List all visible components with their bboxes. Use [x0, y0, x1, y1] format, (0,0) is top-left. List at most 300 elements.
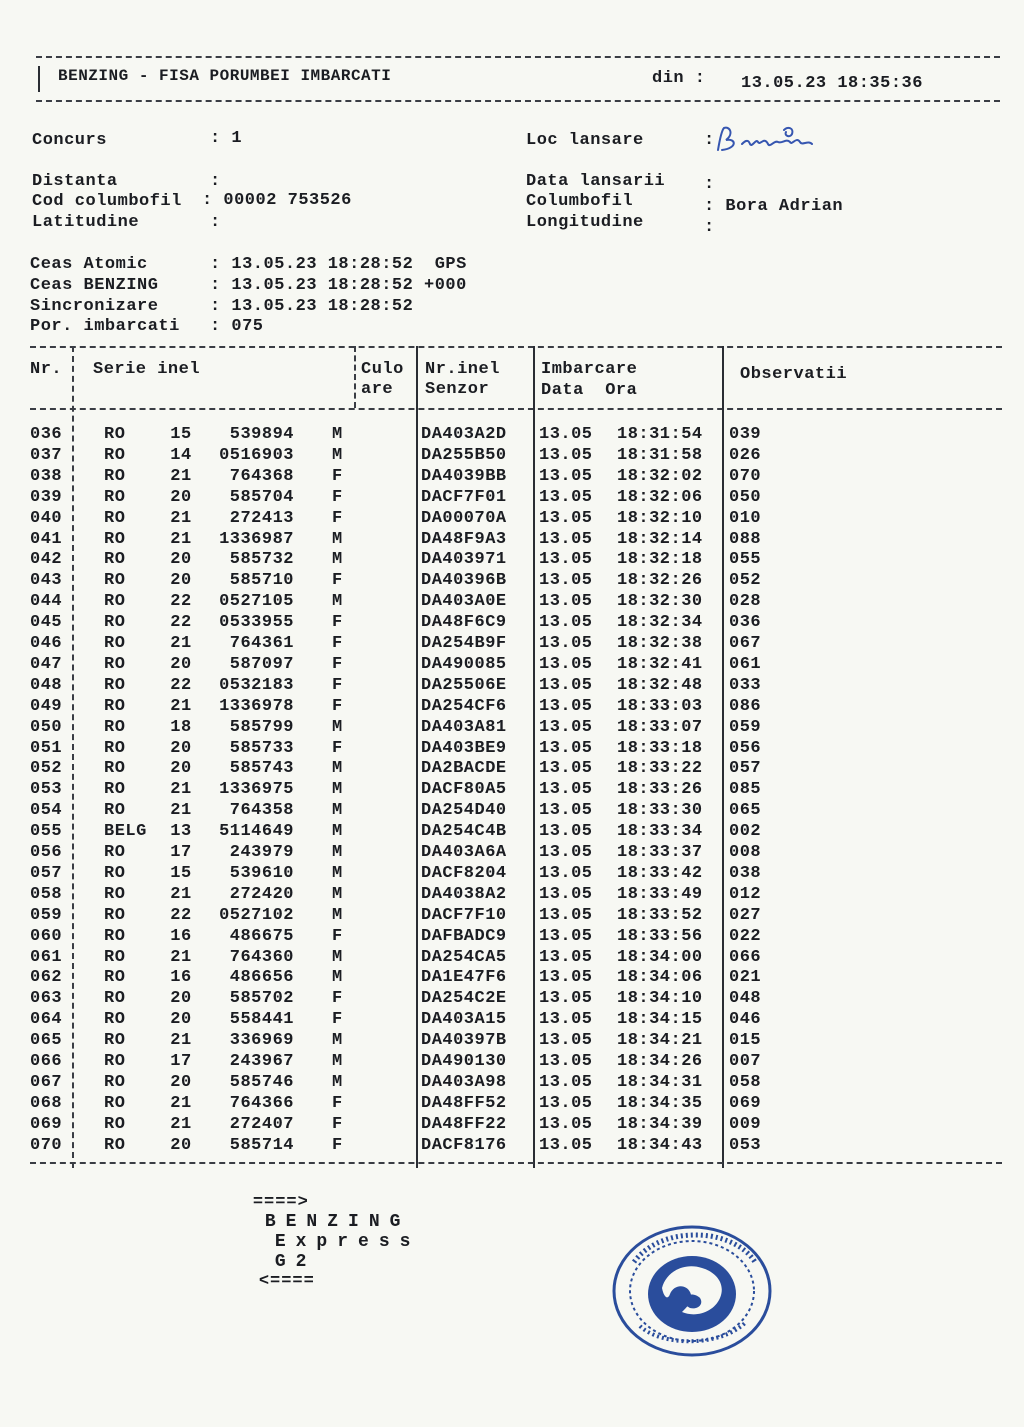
row-nr: 063 — [30, 989, 63, 1009]
row-date: 13.05 — [539, 884, 593, 904]
row-sex: F — [332, 1114, 343, 1134]
row-time: 18:32:26 — [617, 571, 703, 591]
row-time: 18:32:06 — [617, 487, 703, 507]
table-row — [0, 821, 1024, 842]
column-header-observatii: Observatii — [740, 365, 848, 384]
row-nr: 042 — [30, 550, 63, 570]
row-sex: M — [332, 968, 343, 988]
row-date: 13.05 — [539, 738, 593, 758]
row-nr: 065 — [30, 1031, 63, 1051]
row-year: 22 — [170, 905, 192, 925]
row-time: 18:33:52 — [617, 905, 703, 925]
row-sensor: DA2BACDE — [421, 759, 507, 779]
row-country: RO — [104, 529, 126, 549]
row-sensor: DA40396B — [421, 571, 507, 591]
row-date: 13.05 — [539, 780, 593, 800]
row-sensor: DACF80A5 — [421, 780, 507, 800]
row-year: 17 — [170, 843, 192, 862]
row-nr: 053 — [30, 780, 63, 800]
table-row — [0, 633, 1024, 654]
row-year: 15 — [170, 863, 192, 883]
row-observatii: 070 — [729, 466, 762, 486]
latitudine-value: : — [210, 213, 221, 232]
row-observatii: 009 — [729, 1114, 762, 1134]
row-sensor: DA254CA5 — [421, 947, 507, 967]
row-observatii: 012 — [729, 884, 762, 904]
row-country: RO — [104, 989, 126, 1009]
row-sensor: DA403A2D — [421, 425, 507, 444]
row-date: 13.05 — [539, 425, 593, 444]
row-year: 16 — [170, 926, 192, 946]
row-observatii: 065 — [729, 801, 762, 821]
row-year: 21 — [170, 801, 192, 821]
row-sensor: DA254C4B — [421, 822, 507, 842]
row-ring: 1336975 — [219, 780, 294, 800]
row-sex: F — [332, 487, 343, 507]
report-title: BENZING - FISA PORUMBEI IMBARCATI — [58, 67, 392, 85]
row-time: 18:31:58 — [617, 445, 703, 465]
row-sensor: DA255B50 — [421, 445, 507, 465]
row-date: 13.05 — [539, 529, 593, 549]
table-row — [0, 947, 1024, 968]
row-year: 22 — [170, 592, 192, 612]
row-observatii: 022 — [729, 926, 762, 946]
row-year: 20 — [170, 989, 192, 1009]
row-time: 18:34:10 — [617, 989, 703, 1009]
footer-model: G2 — [274, 1252, 317, 1272]
row-year: 20 — [170, 1010, 192, 1030]
row-date: 13.05 — [539, 675, 593, 695]
row-year: 21 — [170, 780, 192, 800]
row-sensor: DA48F6C9 — [421, 613, 507, 633]
latitudine-label: Latitudine — [32, 213, 140, 232]
row-sensor: DA4038A2 — [421, 884, 507, 904]
row-ring: 0533955 — [219, 613, 294, 633]
table-row — [0, 675, 1024, 696]
row-time: 18:32:41 — [617, 654, 703, 674]
row-ring: 0527105 — [219, 592, 294, 612]
row-ring: 486675 — [229, 926, 294, 946]
table-row — [0, 466, 1024, 487]
row-nr: 064 — [30, 1010, 63, 1030]
column-header-nr: Nr. — [30, 360, 63, 379]
row-nr: 045 — [30, 613, 63, 633]
row-ring: 585702 — [229, 989, 294, 1009]
row-sensor: DA25506E — [421, 675, 507, 695]
report-date-label: din : — [652, 69, 706, 88]
columbofil-value: : Bora Adrian — [704, 197, 844, 216]
table-row — [0, 549, 1024, 570]
row-nr: 051 — [30, 738, 63, 758]
table-row — [0, 863, 1024, 884]
row-country: RO — [104, 1072, 126, 1092]
row-observatii: 057 — [729, 759, 762, 779]
row-observatii: 066 — [729, 947, 762, 967]
row-year: 20 — [170, 654, 192, 674]
row-nr: 059 — [30, 905, 63, 925]
row-sex: M — [332, 1052, 343, 1071]
row-nr: 056 — [30, 843, 63, 862]
row-year: 20 — [170, 487, 192, 507]
row-nr: 069 — [30, 1114, 63, 1134]
table-row — [0, 800, 1024, 821]
row-ring: 243979 — [229, 843, 294, 862]
column-header-culoare-2: are — [361, 380, 394, 399]
club-stamp-icon — [610, 1222, 774, 1360]
row-year: 21 — [170, 529, 192, 549]
row-observatii: 050 — [729, 487, 762, 507]
row-ring: 486656 — [229, 968, 294, 988]
row-ring: 1336987 — [219, 529, 294, 549]
row-sensor: DACF7F01 — [421, 487, 507, 507]
row-sex: M — [332, 905, 343, 925]
row-country: BELG — [104, 822, 147, 842]
table-top-border — [30, 346, 1002, 348]
row-nr: 046 — [30, 634, 63, 653]
row-country: RO — [104, 863, 126, 883]
row-country: RO — [104, 1135, 126, 1155]
table-row — [0, 967, 1024, 988]
row-country: RO — [104, 613, 126, 633]
row-observatii: 085 — [729, 780, 762, 800]
row-time: 18:33:37 — [617, 843, 703, 862]
table-row — [0, 1030, 1024, 1051]
row-year: 21 — [170, 508, 192, 528]
row-year: 21 — [170, 634, 192, 653]
row-country: RO — [104, 445, 126, 465]
row-year: 20 — [170, 1135, 192, 1155]
row-date: 13.05 — [539, 822, 593, 842]
row-ring: 558441 — [229, 1010, 294, 1030]
row-sex: F — [332, 466, 343, 486]
row-country: RO — [104, 696, 126, 716]
row-observatii: 053 — [729, 1135, 762, 1155]
row-time: 18:34:00 — [617, 947, 703, 967]
row-observatii: 059 — [729, 717, 762, 737]
row-sex: M — [332, 884, 343, 904]
row-country: RO — [104, 926, 126, 946]
row-time: 18:33:34 — [617, 822, 703, 842]
row-ring: 0516903 — [219, 445, 294, 465]
column-header-imbarcare-1: Imbarcare — [541, 360, 638, 379]
row-country: RO — [104, 905, 126, 925]
row-ring: 1336978 — [219, 696, 294, 716]
printer-footer — [208, 1174, 420, 1310]
row-sensor: DACF8204 — [421, 863, 507, 883]
row-time: 18:34:35 — [617, 1093, 703, 1113]
row-date: 13.05 — [539, 947, 593, 967]
row-nr: 039 — [30, 487, 63, 507]
row-time: 18:34:43 — [617, 1135, 703, 1155]
row-country: RO — [104, 425, 126, 444]
row-time: 18:32:10 — [617, 508, 703, 528]
row-observatii: 010 — [729, 508, 762, 528]
row-nr: 047 — [30, 654, 63, 674]
row-ring: 585732 — [229, 550, 294, 570]
row-sex: F — [332, 926, 343, 946]
row-time: 18:31:54 — [617, 425, 703, 444]
column-header-culoare-1: Culo — [361, 360, 404, 379]
row-country: RO — [104, 487, 126, 507]
row-date: 13.05 — [539, 1010, 593, 1030]
row-ring: 272413 — [229, 508, 294, 528]
row-time: 18:34:26 — [617, 1052, 703, 1071]
row-observatii: 028 — [729, 592, 762, 612]
row-sensor: DA403971 — [421, 550, 507, 570]
row-date: 13.05 — [539, 759, 593, 779]
row-sex: M — [332, 1072, 343, 1092]
row-time: 18:34:21 — [617, 1031, 703, 1051]
footer-brand: BENZING — [264, 1212, 411, 1232]
row-year: 21 — [170, 947, 192, 967]
table-row — [0, 1114, 1024, 1135]
row-time: 18:32:18 — [617, 550, 703, 570]
row-country: RO — [104, 550, 126, 570]
table-row — [0, 654, 1024, 675]
row-nr: 054 — [30, 801, 63, 821]
row-year: 21 — [170, 1114, 192, 1134]
row-sex: F — [332, 1093, 343, 1113]
row-observatii: 052 — [729, 571, 762, 591]
row-nr: 048 — [30, 675, 63, 695]
row-observatii: 033 — [729, 675, 762, 695]
por-imbarcati-label: Por. imbarcati — [30, 317, 180, 336]
row-time: 18:33:49 — [617, 884, 703, 904]
row-time: 18:32:02 — [617, 466, 703, 486]
row-country: RO — [104, 1114, 126, 1134]
row-sex: M — [332, 822, 343, 842]
distanta-value: : — [210, 172, 221, 191]
row-ring: 585733 — [229, 738, 294, 758]
row-date: 13.05 — [539, 592, 593, 612]
row-nr: 050 — [30, 717, 63, 737]
row-nr: 040 — [30, 508, 63, 528]
row-nr: 044 — [30, 592, 63, 612]
row-sensor: DA00070A — [421, 508, 507, 528]
por-imbarcati-value: : 075 — [210, 317, 264, 336]
row-sex: M — [332, 863, 343, 883]
row-sex: M — [332, 445, 343, 465]
row-time: 18:33:26 — [617, 780, 703, 800]
row-nr: 058 — [30, 884, 63, 904]
row-sensor: DA254D40 — [421, 801, 507, 821]
row-observatii: 069 — [729, 1093, 762, 1113]
row-ring: 764368 — [229, 466, 294, 486]
row-country: RO — [104, 675, 126, 695]
table-row — [0, 508, 1024, 529]
row-sensor: DA254C2E — [421, 989, 507, 1009]
row-year: 20 — [170, 571, 192, 591]
row-date: 13.05 — [539, 571, 593, 591]
row-ring: 585704 — [229, 487, 294, 507]
row-ring: 0527102 — [219, 905, 294, 925]
table-row — [0, 884, 1024, 905]
row-sex: F — [332, 571, 343, 591]
row-country: RO — [104, 738, 126, 758]
table-row — [0, 1093, 1024, 1114]
row-nr: 055 — [30, 822, 63, 842]
row-time: 18:33:03 — [617, 696, 703, 716]
row-sensor: DA403BE9 — [421, 738, 507, 758]
row-time: 18:34:31 — [617, 1072, 703, 1092]
table-row — [0, 1009, 1024, 1030]
row-country: RO — [104, 654, 126, 674]
row-time: 18:32:14 — [617, 529, 703, 549]
row-country: RO — [104, 634, 126, 653]
row-sex: F — [332, 508, 343, 528]
table-bottom-border — [30, 1162, 1002, 1164]
row-sensor: DA403A98 — [421, 1072, 507, 1092]
row-sensor: DA254CF6 — [421, 696, 507, 716]
row-ring: 272407 — [229, 1114, 294, 1134]
row-date: 13.05 — [539, 550, 593, 570]
row-sex: M — [332, 759, 343, 779]
table-row — [0, 717, 1024, 738]
row-sex: M — [332, 780, 343, 800]
header-bottom-border — [36, 100, 1000, 102]
row-country: RO — [104, 592, 126, 612]
row-observatii: 061 — [729, 654, 762, 674]
row-sex: F — [332, 738, 343, 758]
row-observatii: 038 — [729, 863, 762, 883]
row-time: 18:33:22 — [617, 759, 703, 779]
row-sensor: DA403A81 — [421, 717, 507, 737]
row-nr: 067 — [30, 1072, 63, 1092]
row-date: 13.05 — [539, 989, 593, 1009]
row-country: RO — [104, 571, 126, 591]
row-ring: 587097 — [229, 654, 294, 674]
row-sex: M — [332, 529, 343, 549]
table-row — [0, 529, 1024, 550]
row-year: 17 — [170, 1052, 192, 1071]
row-nr: 036 — [30, 425, 63, 444]
row-ring: 764366 — [229, 1093, 294, 1113]
data-lansarii-value: : — [704, 175, 715, 194]
table-row — [0, 696, 1024, 717]
row-nr: 043 — [30, 571, 63, 591]
footer-left-arrow: ====> — [252, 1193, 309, 1212]
concurs-label: Concurs — [32, 131, 107, 150]
row-date: 13.05 — [539, 634, 593, 653]
row-date: 13.05 — [539, 926, 593, 946]
row-time: 18:32:34 — [617, 613, 703, 633]
row-time: 18:33:18 — [617, 738, 703, 758]
ceas-atomic-label: Ceas Atomic — [30, 255, 148, 274]
row-nr: 049 — [30, 696, 63, 716]
row-year: 20 — [170, 759, 192, 779]
row-country: RO — [104, 1031, 126, 1051]
row-ring: 585799 — [229, 717, 294, 737]
row-observatii: 027 — [729, 905, 762, 925]
ceas-benzing-value: : 13.05.23 18:28:52 +000 — [210, 276, 467, 295]
column-header-imbarcare-2: Data Ora — [541, 381, 638, 400]
row-year: 21 — [170, 1031, 192, 1051]
row-date: 13.05 — [539, 696, 593, 716]
row-ring: 764358 — [229, 801, 294, 821]
row-sensor: DACF7F10 — [421, 905, 507, 925]
row-time: 18:32:38 — [617, 634, 703, 653]
row-nr: 037 — [30, 445, 63, 465]
row-country: RO — [104, 466, 126, 486]
row-country: RO — [104, 508, 126, 528]
row-ring: 336969 — [229, 1031, 294, 1051]
distanta-label: Distanta — [32, 172, 118, 191]
loc-lansare-value: : — [704, 131, 715, 150]
row-year: 22 — [170, 675, 192, 695]
header-top-border — [36, 56, 1000, 58]
row-sex: M — [332, 947, 343, 967]
row-ring: 539894 — [229, 425, 294, 444]
row-ring: 243967 — [229, 1052, 294, 1071]
row-observatii: 055 — [729, 550, 762, 570]
row-year: 18 — [170, 717, 192, 737]
concurs-value: : 1 — [210, 129, 243, 148]
loc-lansare-label: Loc lansare — [526, 131, 644, 150]
row-year: 15 — [170, 425, 192, 444]
table-row — [0, 738, 1024, 759]
row-date: 13.05 — [539, 905, 593, 925]
row-observatii: 015 — [729, 1031, 762, 1051]
table-row — [0, 445, 1024, 466]
footer-right-arrow: <==== — [258, 1272, 315, 1291]
row-country: RO — [104, 968, 126, 988]
row-year: 20 — [170, 738, 192, 758]
row-date: 13.05 — [539, 508, 593, 528]
row-sex: F — [332, 696, 343, 716]
row-year: 21 — [170, 1093, 192, 1113]
row-country: RO — [104, 1093, 126, 1113]
row-sex: F — [332, 613, 343, 633]
sincronizare-label: Sincronizare — [30, 297, 159, 316]
row-date: 13.05 — [539, 968, 593, 988]
row-date: 13.05 — [539, 863, 593, 883]
row-ring: 5114649 — [219, 822, 294, 842]
row-year: 21 — [170, 466, 192, 486]
row-sex: F — [332, 654, 343, 674]
ceas-atomic-value: : 13.05.23 18:28:52 GPS — [210, 255, 467, 274]
row-country: RO — [104, 759, 126, 779]
row-sex: M — [332, 843, 343, 862]
row-sex: M — [332, 592, 343, 612]
row-sensor: DACF8176 — [421, 1135, 507, 1155]
row-date: 13.05 — [539, 843, 593, 862]
row-observatii: 056 — [729, 738, 762, 758]
table-row — [0, 926, 1024, 947]
row-ring: 764361 — [229, 634, 294, 653]
table-row — [0, 591, 1024, 612]
row-sensor: DA403A0E — [421, 592, 507, 612]
row-country: RO — [104, 1010, 126, 1030]
row-ring: 272420 — [229, 884, 294, 904]
ceas-benzing-label: Ceas BENZING — [30, 276, 159, 295]
col-sep-serie — [354, 346, 356, 408]
row-country: RO — [104, 1052, 126, 1071]
row-ring: 585743 — [229, 759, 294, 779]
footer-product: Express — [274, 1232, 421, 1252]
row-time: 18:33:42 — [617, 863, 703, 883]
row-date: 13.05 — [539, 654, 593, 674]
row-year: 21 — [170, 696, 192, 716]
table-header-border — [30, 408, 1002, 410]
row-year: 16 — [170, 968, 192, 988]
row-time: 18:34:39 — [617, 1114, 703, 1134]
row-country: RO — [104, 843, 126, 862]
row-date: 13.05 — [539, 1072, 593, 1092]
row-country: RO — [104, 884, 126, 904]
data-lansarii-label: Data lansarii — [526, 172, 666, 191]
row-sex: M — [332, 717, 343, 737]
row-date: 13.05 — [539, 801, 593, 821]
